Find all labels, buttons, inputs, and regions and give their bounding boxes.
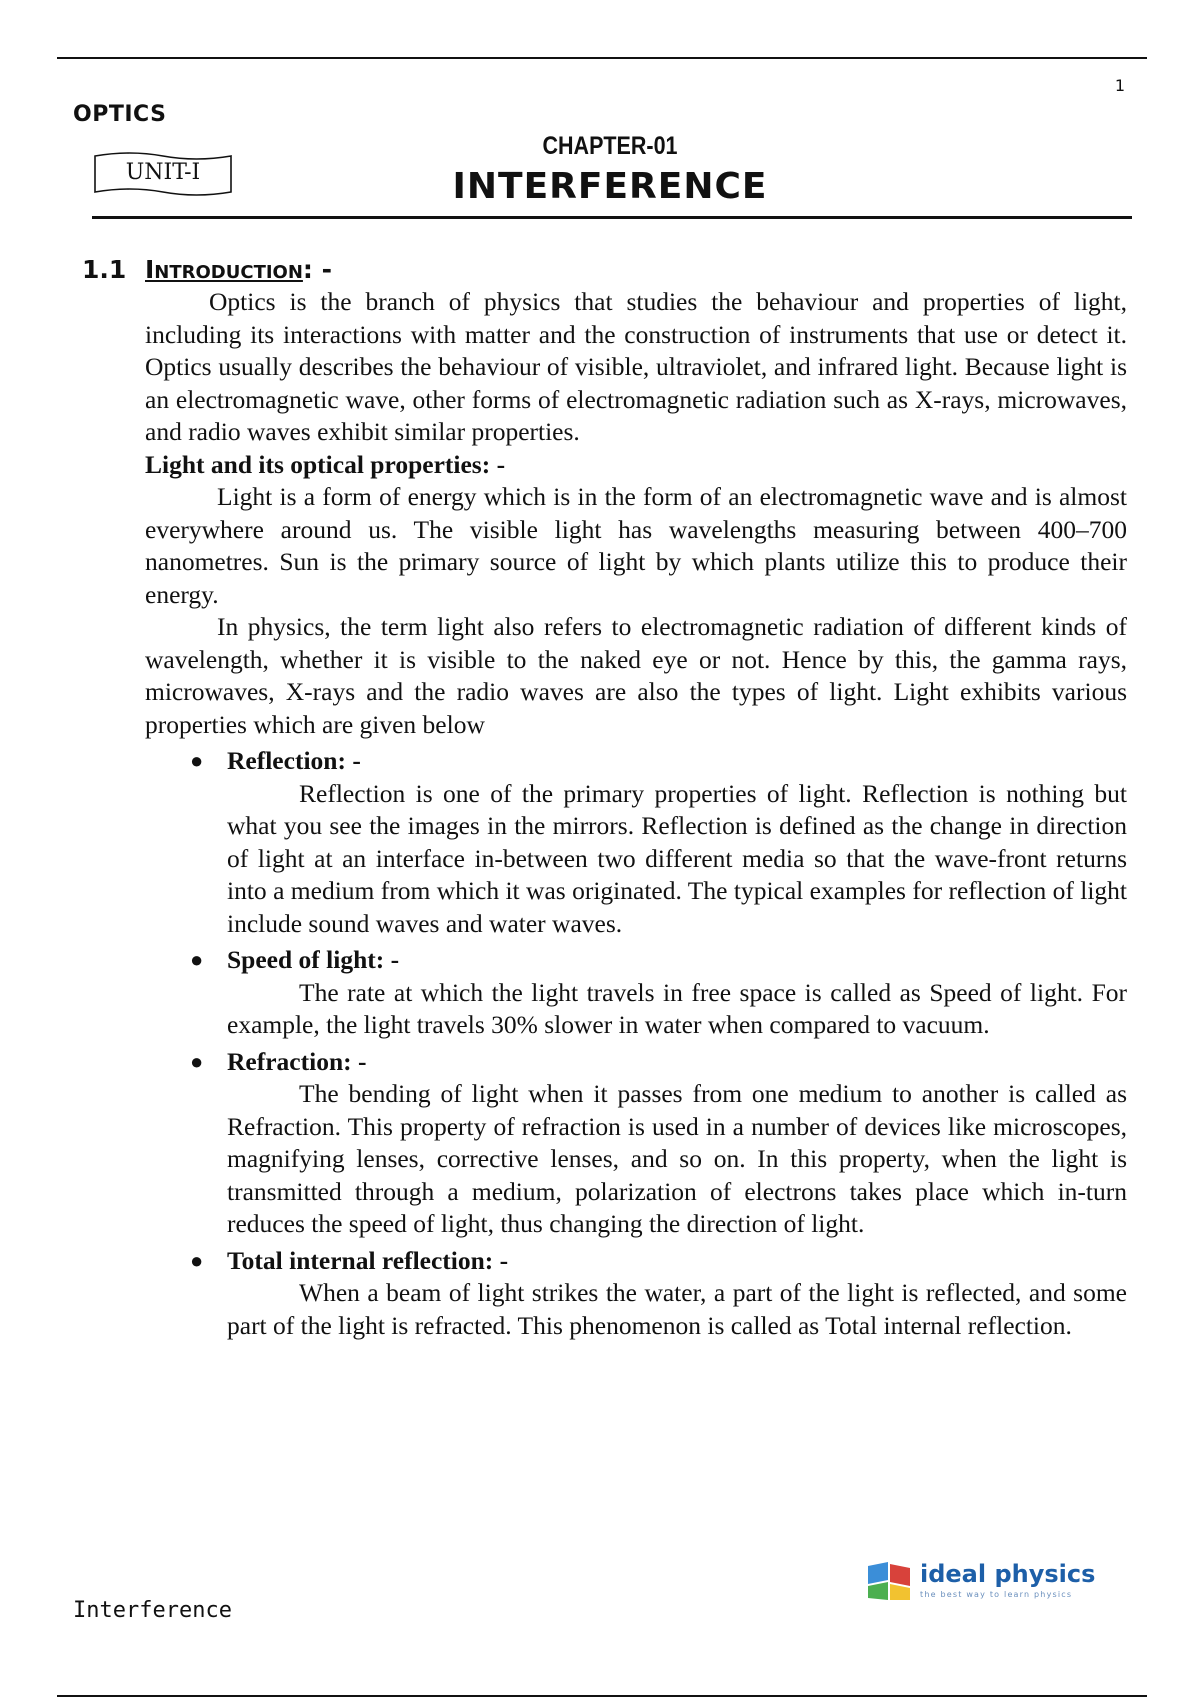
page-number: 1: [1114, 76, 1125, 95]
property-text: Reflection is one of the primary properties of light. Reflection is nothing but what you see the images in the mirrors. Reflection is defined as the change in direction of light at an interface in-between two different media so that the wave-front returns into a medium from which it was originated. The typical examples for reflection of light include sound waves and water waves.: [227, 778, 1127, 938]
body-text: [145, 286, 1127, 1342]
list-item: [145, 1245, 1127, 1343]
list-item: [145, 745, 1127, 940]
unit-label: UNIT-I: [125, 160, 201, 185]
footer-label: Interference: [73, 1598, 232, 1623]
property-title: Refraction: -: [227, 1046, 367, 1076]
subheading: Light and its optical properties: -: [145, 449, 506, 479]
chapter-number: CHAPTER-01: [542, 132, 678, 160]
section-title: Introduction: [145, 255, 303, 284]
paragraph-light-energy: Light is a form of energy which is in the form of an electromagnetic wave and is almost everywhere around us. The visible light has wavelengths measuring between 400–700 nanometres. Sun is the primary source of light by which plants utilize this to produce their energy.: [145, 482, 1127, 609]
logo-tagline: the best way to learn physics: [920, 1590, 1073, 1599]
bullet-icon: ●: [190, 1048, 204, 1074]
property-text: When a beam of light strikes the water, a part of the light is reflected, and some part of the light is refracted. This phenomenon is called as Total internal reflection.: [227, 1278, 1127, 1340]
unit-banner: [92, 150, 234, 198]
list-item: [145, 1046, 1127, 1241]
section-heading: [82, 255, 332, 284]
intro-paragraph: Optics is the branch of physics that studies the behaviour and properties of light, including its interactions with matter and the construction of instruments that use or detect it. Optics usually describes the behaviour of visible, ultraviolet, and infrared light. Because light is an electromagnetic wave, other forms of electromagnetic radiation such as X-rays, microwaves, and radio waves exhibit similar properties.: [145, 287, 1127, 446]
bullet-icon: ●: [190, 1247, 204, 1273]
section-number: 1.1: [82, 255, 127, 284]
subject-label: OPTICS: [73, 102, 167, 127]
chapter-title: INTERFERENCE: [452, 166, 768, 207]
logo-name: ideal physics: [920, 1560, 1096, 1588]
header-rule: [92, 216, 1132, 219]
property-title: Speed of light: -: [227, 945, 400, 974]
bullet-icon: ●: [190, 748, 204, 773]
property-text: The rate at which the light travels in free space is called as Speed of light. For example, the light travels 30% slower in water when compared to vacuum.: [227, 977, 1127, 1039]
property-text: The bending of light when it passes from one medium to another is called as Refraction. This property of refraction is used in a number of devices like microscopes, magnifying lenses, corrective lenses, and so on. In this property, when the light is transmitted through a medium, polarization of electrons takes place which in-turn reduces the speed of light, thus changing the direction of light.: [227, 1079, 1127, 1238]
paragraph-light-physics: In physics, the term light also refers to electromagnetic radiation of different kinds of wavelength, whether it is visible to the naked eye or not. Hence by this, the gamma rays, microwaves, X-rays and the radio waves are also the types of light. Light exhibits various properties which are given below: [145, 612, 1127, 739]
properties-list: [145, 745, 1127, 1342]
bullet-icon: ●: [190, 947, 204, 972]
property-title: Reflection: -: [227, 746, 361, 775]
bottom-rule: [57, 1695, 1147, 1697]
top-rule: [57, 57, 1147, 59]
list-item: [145, 944, 1127, 1042]
property-title: Total internal reflection: -: [227, 1245, 509, 1275]
section-title-suffix: : -: [302, 255, 332, 284]
publisher-logo: [866, 1560, 1138, 1606]
logo-mark-icon: [866, 1560, 914, 1602]
